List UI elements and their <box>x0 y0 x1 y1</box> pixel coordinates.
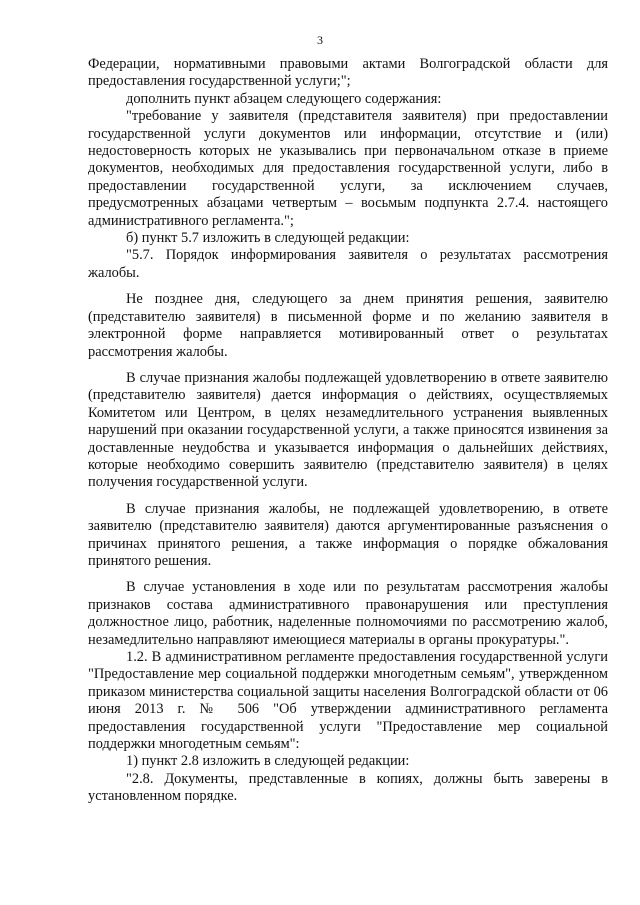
body-paragraph: "требование у заявителя (представителя заявителя) при предоставлении государственной услуги документов или информации, отсутствие и (или) недостоверность которых не указывались при первоначальном отказе в приеме документов, необходимых для предоставления государственной услуги, либо в предоставлении государственной услуги, за исключением случаев, предусмотренных абзацами четвертым – восьмым подпункта 2.7.4. настоящего административного регламента."; <box>88 108 608 229</box>
body-paragraph: В случае признания жалобы подлежащей удовлетворению в ответе заявителю (представителю заявителя) дается информация о действиях, осуществляемых Комитетом или Центром, в целях незамедлительного устранения выявленных нарушений при оказании государственной услуги, а также приносятся извинения за доставленные неудобства и указывается информация о дальнейших действиях, которые необходимо совершить заявителю (представителю заявителя) в целях получения государственной услуги. <box>88 369 608 491</box>
body-paragraph: Федерации, нормативными правовыми актами Волгоградской области для предоставления государственной услуги;"; <box>88 56 608 90</box>
body-paragraph: 1.2. В административном регламенте предоставления государственной услуги "Предоставление мер социальной поддержки многодетным семьям", утвержденном приказом министерства социальной защиты населения Волгоградской области от 06 июня 2013 г. № 506 "Об утверждении административного регламента предоставления государственной услуги "Предоставление мер социальной поддержки многодетным семьям": <box>88 649 608 753</box>
body-paragraph: "5.7. Порядок информирования заявителя о результатах рассмотрения жалобы. <box>88 247 608 281</box>
body-paragraph: Не позднее дня, следующего за днем принятия решения, заявителю (представителю заявителя) в письменной форме и по желанию заявителя в электронной форме направляется мотивированный ответ о результатах рассмотрения жалобы. <box>88 291 608 360</box>
body-paragraph: 1) пункт 2.8 изложить в следующей редакции: <box>126 753 410 770</box>
document-body <box>88 56 608 806</box>
body-paragraph: В случае установления в ходе или по результатам рассмотрения жалобы признаков состава административного правонарушения или преступления должностное лицо, работник, наделенные полномочиями по рассмотрению жалоб, незамедлительно направляют имеющиеся материалы в органы прокуратуры.". <box>88 579 608 648</box>
body-paragraph: б) пункт 5.7 изложить в следующей редакции: <box>126 230 410 247</box>
body-paragraph: дополнить пункт абзацем следующего содержания: <box>126 90 442 107</box>
body-paragraph: "2.8. Документы, представленные в копиях, должны быть заверены в установленном порядке. <box>88 770 608 805</box>
body-paragraph: В случае признания жалобы, не подлежащей удовлетворению, в ответе заявителю (представителю заявителя) даются аргументированные разъяснения о причинах принятого решения, а также информация о порядке обжалования принятого решения. <box>88 500 608 569</box>
page-number: 3 <box>317 33 323 47</box>
